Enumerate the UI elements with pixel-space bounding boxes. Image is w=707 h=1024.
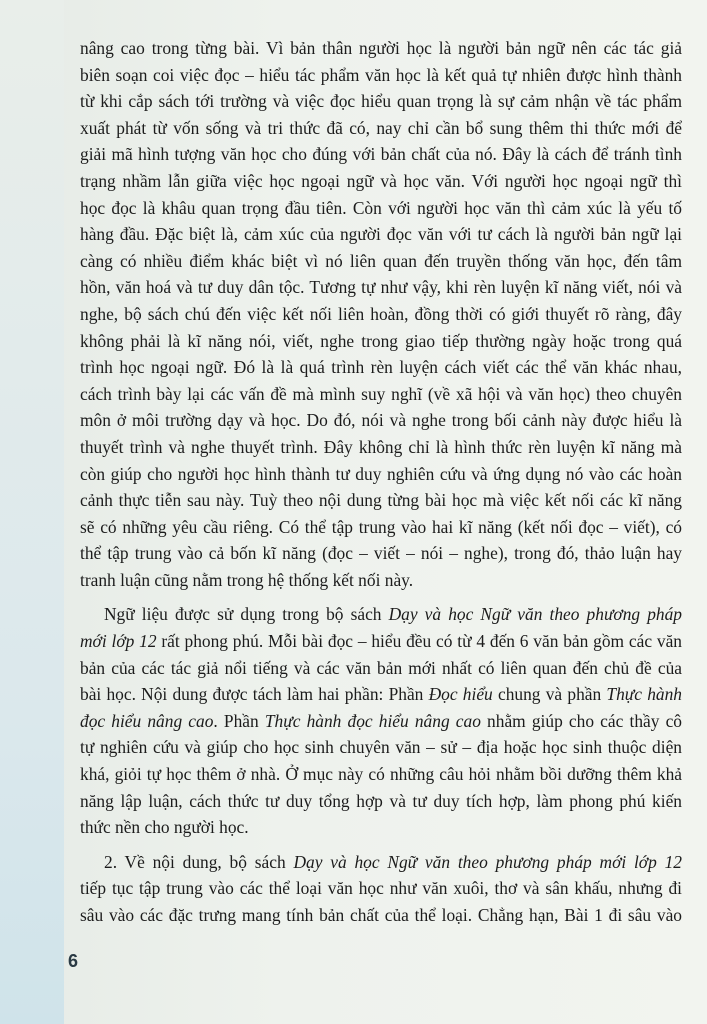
text-line (80, 601, 682, 628)
text-line: bản của các tác giả nổi tiếng và các văn bản mới nhất có liên quan đến chủ đề của (80, 657, 682, 678)
text-line: còn giúp cho người học hình thành tư duy nghiên cứu và ứng dụng nó vào các hoàn (80, 463, 682, 484)
book-title: Dạy và học Ngữ văn theo phương pháp mới lớp 12 (293, 851, 682, 872)
text-line: hồn, văn hoá và tư duy dân tộc. Tương tự như vậy, khi rèn luyện kĩ năng viết, nói và (80, 277, 682, 298)
section-name: Đọc hiểu (428, 684, 493, 705)
text-line: học đọc là khâu quan trọng đầu tiên. Còn với người học văn thì cảm xúc là yếu tố (80, 197, 682, 218)
text-line: sâu vào các đặc trưng mang tính bản chất của thể loại. Chẳng hạn, Bài 1 đi sâu vào (80, 905, 682, 925)
text-line: giải mã hình tượng văn học cho đúng với bản chất của nó. Đây là cách để tránh tình (80, 144, 682, 165)
text-line (80, 708, 682, 735)
text-run: Ngữ liệu được sử dụng trong bộ sách (104, 604, 389, 625)
text-line: biên soạn coi việc đọc – hiểu tác phẩm văn học là kết quả tự nhiên được hình thành (80, 64, 682, 85)
text-line: năng lập luận, cách thức tư duy tổng hợp và tư duy tích hợp, làm phong phú kiến (80, 790, 682, 811)
text-line: trình học ngoại ngữ. Đó là là quá trình rèn luyện cách viết các thể văn khác nhau, (80, 357, 682, 378)
text-run: 2. Về nội dung, bộ sách (104, 851, 294, 872)
text-line: nghe, bộ sách chú đến việc kết nối liên hoàn, đồng thời có giới thuyết rõ ràng, đây (80, 303, 682, 324)
paragraph-1 (80, 35, 682, 593)
page-margin-strip (0, 0, 64, 1024)
text-line: môn ở môi trường dạy và học. Do đó, nói và nghe trong bối cảnh này được hiểu là (80, 410, 682, 431)
text-run: . Phần (213, 710, 265, 731)
book-title: mới lớp 12 (80, 631, 157, 652)
text-line: sẽ có những yêu cầu riêng. Có thể tập trung vào hai kĩ năng (kết nối đọc – viết), có (80, 516, 682, 537)
text-line: càng có nhiều điểm khác biệt vì nó liên quan đến truyền thống văn học, đến tâm (80, 250, 682, 271)
text-line: không phải là kĩ năng nói, viết, nghe trong giao tiếp thường ngày hoặc trong quá (80, 330, 682, 351)
section-name: đọc hiểu nâng cao (80, 710, 214, 731)
text-run: bài học. Nội dung được tách làm hai phần: Phần (80, 684, 429, 705)
text-line: cảnh thực tiễn sau này. Tuỳ theo nội dung từng bài học mà việc kết nối các kĩ năng (80, 490, 682, 511)
text-line (80, 681, 682, 708)
text-line: nâng cao trong từng bài. Vì bản thân người học là người bản ngữ nên các tác giả (80, 38, 682, 58)
paragraph-2 (80, 601, 682, 840)
text-line: tranh luận cũng nằm trong hệ thống kết nối này. (80, 569, 414, 590)
text-line: thuyết trình và nghe thuyết trình. Đây không chỉ là hình thức rèn luyện kĩ năng mà (80, 436, 682, 457)
text-line: thể tập trung vào cả bốn kĩ năng (đọc – viết – nói – nghe), trong đó, thảo luận hay (80, 543, 682, 564)
book-title: Dạy và học Ngữ văn theo phương pháp (388, 604, 682, 625)
text-line: xuất phát từ vốn sống và tri thức đã có, nay chỉ cần bổ sung thêm thi thức mới để (80, 117, 682, 138)
text-run: nhằm giúp cho các thầy cô (480, 710, 682, 731)
body-text (80, 35, 682, 929)
text-line (80, 628, 682, 655)
text-line: từ khi cắp sách tới trường và việc đọc hiểu quan trọng là sự cảm nhận về tác phẩm (80, 91, 682, 112)
text-line: thức nền cho người học. (80, 817, 249, 838)
section-name: Thực hành đọc hiểu nâng cao (264, 710, 481, 731)
text-line: trạng nhầm lẫn giữa việc học ngoại ngữ và học văn. Với người học ngoại ngữ thì (80, 170, 682, 191)
text-line: khá, giỏi tự học thêm ở nhà. Ở mục này có những câu hỏi nhằm bồi dưỡng thêm khả (80, 764, 682, 785)
text-line: cách trình bày lại các vấn đề mà mình suy nghĩ (về xã hội và văn học) theo chuyên (80, 383, 682, 404)
text-run: chung và phần (492, 684, 607, 705)
page-number: 6 (68, 951, 79, 971)
text-line: hàng đầu. Đặc biệt là, cảm xúc của người đọc văn với tư cách là người bản ngữ lại (80, 224, 682, 245)
text-line (80, 849, 682, 876)
text-line: tự nghiên cứu và giúp cho học sinh chuyên văn – sử – địa hoặc học sinh thuộc diện (80, 737, 682, 758)
text-line: tiếp tục tập trung vào các thể loại văn học như văn xuôi, thơ và sân khấu, nhưng đi (80, 878, 682, 899)
text-run: rất phong phú. Mỗi bài đọc – hiểu đều có từ 4 đến 6 văn bản gồm các văn (156, 631, 682, 652)
section-name: Thực hành (606, 684, 682, 705)
paragraph-3 (80, 849, 682, 929)
